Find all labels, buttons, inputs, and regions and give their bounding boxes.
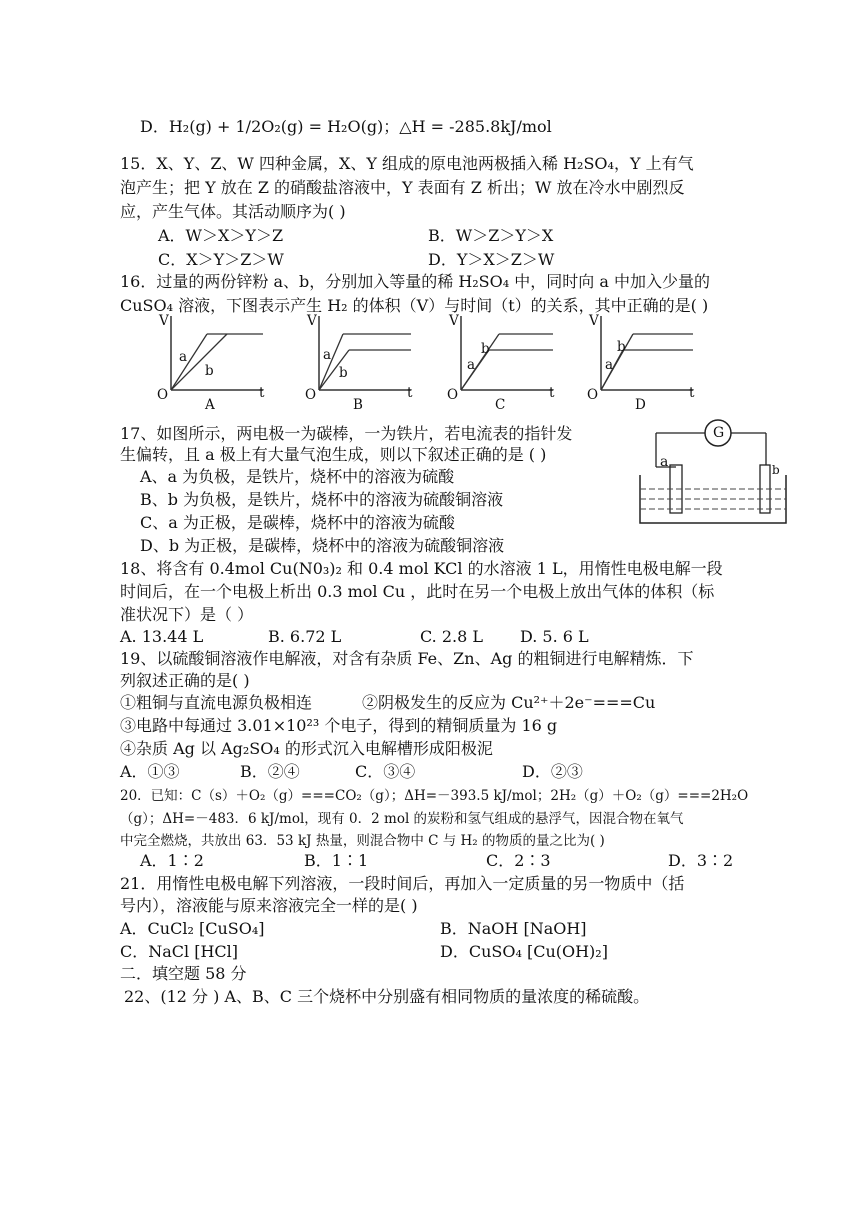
q15-stem-line-2: 泡产生；把 Y 放在 Z 的硝酸盐溶液中，Y 表面有 Z 析出；W 放在冷水中剧烈反 — [120, 178, 685, 197]
q18-stem-line-2: 时间后，在一个电极上析出 0.3 mol Cu ，此时在另一个电极上放出气体的体积（标 — [120, 582, 715, 601]
q16-figure-c-axis-t: t — [549, 385, 555, 401]
q19-stem-line-1: 19、以硫酸铜溶液作电解液，对含有杂质 Fe、Zn、Ag 的粗铜进行电解精炼．下 — [120, 649, 694, 668]
q15-option-d: D．Y＞X＞Z＞W — [428, 250, 555, 269]
q19-option-d: D．②③ — [522, 762, 583, 781]
q16-stem-line-1: 16．过量的两份锌粉 a、b，分别加入等量的稀 H₂SO₄ 中，同时向 a 中加入少量的 — [120, 272, 710, 291]
q16-figure-c-axis-v: V — [449, 313, 459, 329]
q16-figures — [155, 310, 715, 413]
q18-option-a: A. 13.44 L — [120, 627, 204, 646]
section-2-heading: 二．填空题 58 分 — [120, 964, 247, 983]
q16-figure-a-curve-b: b — [205, 363, 214, 379]
q22-stem-line-1: 22、(12 分 ) A、B、C 三个烧杯中分别盛有相同物质的量浓度的稀硫酸。 — [124, 987, 650, 1006]
q16-figure-d-label: D — [635, 397, 646, 413]
q16-stem-line-2: CuSO₄ 溶液，下图表示产生 H₂ 的体积（V）与时间（t）的关系，其中正确的是( ) — [120, 296, 709, 315]
q16-figure-d-axis-v: V — [589, 313, 599, 329]
q16-figure-c-curve-b: b — [481, 341, 490, 357]
q16-figure-d-graph — [585, 310, 697, 406]
q16-figure-a-axis-t: t — [259, 385, 265, 401]
q16-figure-b — [303, 310, 415, 413]
q19-statement-4: ④杂质 Ag 以 Ag₂SO₄ 的形式沉入电解槽形成阳极泥 — [120, 739, 493, 758]
q16-figure-d-origin: O — [587, 387, 599, 403]
q18-option-b: B. 6.72 L — [268, 627, 342, 646]
q16-figure-b-axis-v: V — [307, 313, 317, 329]
q17-cell-diagram — [620, 415, 790, 533]
q16-figure-a-label: A — [205, 397, 215, 413]
q16-figure-b-graph — [303, 310, 415, 406]
q16-figure-c-graph — [445, 310, 557, 406]
q19-statement-2: ②阴极发生的反应为 Cu²⁺＋2e⁻===Cu — [362, 693, 656, 712]
q16-figure-a-graph — [155, 310, 267, 406]
q19-option-b: B．②④ — [240, 762, 300, 781]
q16-figure-a-curve-a: a — [179, 349, 188, 365]
q21-option-c: C．NaCl [HCl] — [120, 942, 239, 961]
q16-figure-d — [585, 310, 697, 413]
q16-figure-a-origin: O — [157, 387, 169, 403]
q14-option-d: D．H₂(g) + 1/2O₂(g) = H₂O(g)；△H = -285.8kJ/mol — [140, 117, 552, 136]
q20-stem-line-2: （g）；ΔH=－483．6 kJ/mol，现有 0．2 mol 的炭粉和氢气组成的悬浮气，因混合物在氧气 — [120, 811, 684, 827]
q19-statement-1: ①粗铜与直流电源负极相连 — [120, 693, 313, 712]
q18-stem-line-1: 18、将含有 0.4mol Cu(N0₃)₂ 和 0.4 mol KCl 的水溶液 1 L，用惰性电极电解一段 — [120, 559, 723, 578]
q20-option-d: D．3∶2 — [668, 851, 734, 870]
q15-stem-line-1: 15．X、Y、Z、W 四种金属，X、Y 组成的原电池两极插入稀 H₂SO₄，Y 上有气 — [120, 154, 694, 173]
q16-figure-b-label: B — [353, 397, 363, 413]
q16-figure-b-axis-t: t — [407, 385, 413, 401]
q19-statement-3: ③电路中每通过 3.01×10²³ 个电子，得到的精铜质量为 16 g — [120, 716, 558, 735]
q16-figure-c-curve-a: a — [467, 357, 476, 373]
q15-option-c: C．X＞Y＞Z＞W — [158, 250, 284, 269]
q17-electrode-a-label: a — [660, 454, 669, 470]
q20-stem-line-1: 20．已知：C（s）＋O₂（g）===CO₂（g）；ΔH=－393.5 kJ/mol；2H₂（g）＋O₂（g）===2H₂O — [120, 788, 749, 804]
q16-figure-d-curve-a: a — [605, 357, 614, 373]
q15-stem-line-3: 应，产生气体。其活动顺序为( ) — [120, 202, 346, 221]
q18-option-d: D. 5. 6 L — [520, 627, 589, 646]
q16-figure-b-origin: O — [305, 387, 317, 403]
q18-option-c: C. 2.8 L — [420, 627, 483, 646]
q19-stem-line-2: 列叙述正确的是( ) — [120, 671, 250, 690]
q20-option-c: C．2∶3 — [486, 851, 551, 870]
q16-figure-c-origin: O — [447, 387, 459, 403]
q16-figure-b-curve-a: a — [323, 347, 332, 363]
q20-option-a: A．1∶2 — [140, 851, 204, 870]
q15-option-a: A．W＞X＞Y＞Z — [158, 226, 284, 245]
q18-stem-line-3: 准状况下）是（ ） — [120, 605, 254, 624]
q20-option-b: B．1∶1 — [304, 851, 369, 870]
q17-option-a: A、a 为负极，是铁片，烧杯中的溶液为硫酸 — [140, 467, 455, 486]
q16-figure-d-curve-b: b — [617, 339, 626, 355]
q17-meter-label: G — [713, 425, 725, 441]
q17-stem-line-2: 生偏转，且 a 极上有大量气泡生成，则以下叙述正确的是 ( ) — [120, 445, 547, 464]
q16-figure-d-axis-t: t — [689, 385, 695, 401]
q16-figure-a-axis-v: V — [159, 313, 169, 329]
q21-option-b: B．NaOH [NaOH] — [440, 919, 587, 938]
q17-electrode-b-label: b — [772, 463, 780, 477]
q21-stem-line-1: 21．用惰性电极电解下列溶液，一段时间后，再加入一定质量的另一物质中（括 — [120, 874, 685, 893]
q19-option-a: A．①③ — [120, 762, 180, 781]
q16-figure-b-curve-b: b — [339, 365, 348, 381]
q15-option-b: B．W＞Z＞Y＞X — [428, 226, 554, 245]
q19-option-c: C．③④ — [355, 762, 416, 781]
q17-option-c: C、a 为正极，是碳棒，烧杯中的溶液为硫酸 — [140, 513, 455, 532]
q16-figure-c-label: C — [495, 397, 506, 413]
q16-figure-c — [445, 310, 557, 413]
q17-galvanic-cell-figure — [620, 415, 790, 533]
q21-stem-line-2: 号内），溶液能与原来溶液完全一样的是( ) — [120, 896, 418, 915]
q17-option-b: B、b 为负极，是铁片，烧杯中的溶液为硫酸铜溶液 — [140, 490, 504, 509]
q17-stem-line-1: 17、如图所示，两电极一为碳棒，一为铁片，若电流表的指针发 — [120, 424, 573, 443]
q21-option-d: D．CuSO₄ [Cu(OH)₂] — [440, 942, 608, 961]
q17-option-d: D、b 为正极，是碳棒，烧杯中的溶液为硫酸铜溶液 — [140, 536, 505, 555]
q21-option-a: A．CuCl₂ [CuSO₄] — [120, 919, 265, 938]
q20-stem-line-3: 中完全燃烧，共放出 63．53 kJ 热量，则混合物中 C 与 H₂ 的物质的量之比为( ) — [120, 833, 605, 849]
q16-figure-a — [155, 310, 267, 413]
